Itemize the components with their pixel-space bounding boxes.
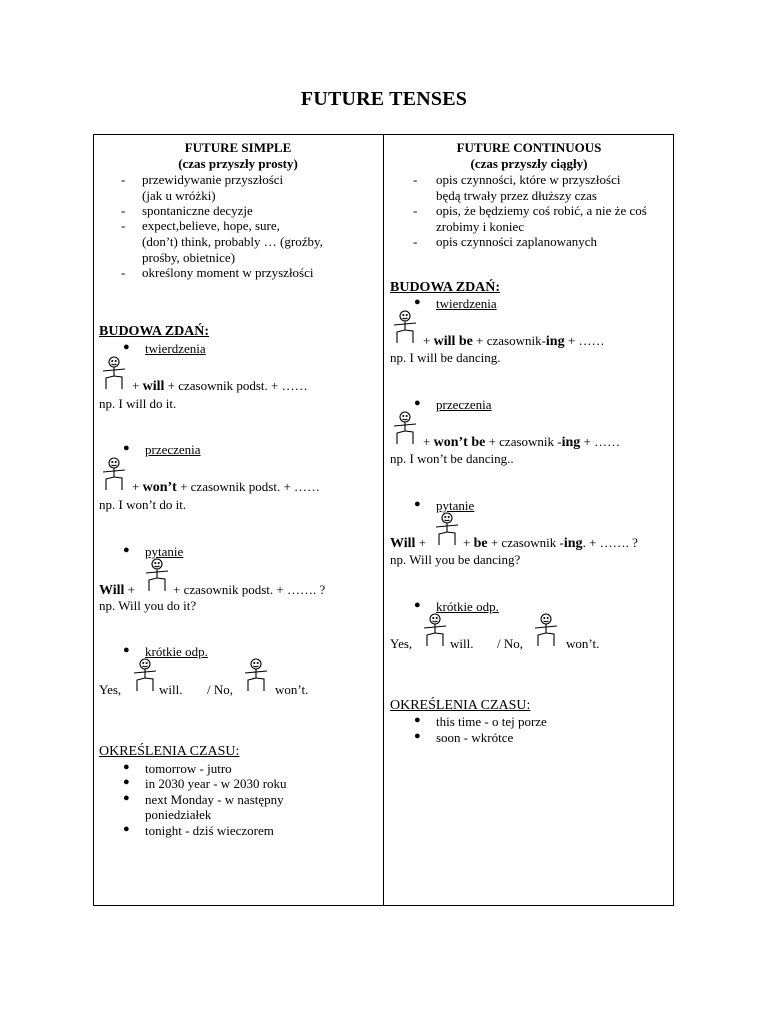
twierdzenia-formula: + will + czasownik podst. + ……: [132, 378, 308, 394]
pytanie-formula-rest: + be + czasownik -ing. + ……. ?: [463, 535, 638, 551]
budowa-heading: BUDOWA ZDAŃ:: [99, 324, 210, 339]
stick-figure-icon: [242, 658, 270, 692]
stick-figure-icon: [421, 613, 449, 647]
stick-figure-icon: [131, 658, 159, 692]
pytanie-example: np. Will you be dancing?: [390, 552, 521, 567]
short-answer-will: will.: [159, 682, 183, 697]
short-answer-will: will.: [450, 636, 474, 651]
przeczenia-formula: + won’t be + czasownik -ing + ……: [423, 434, 621, 450]
page-title: FUTURE TENSES: [300, 88, 468, 110]
przeczenia-example: np. I won’t do it.: [99, 497, 187, 512]
stick-figure-icon: [391, 310, 419, 344]
stick-figure-icon: [433, 512, 461, 546]
stick-figure-icon: [100, 457, 128, 491]
pytanie-example: np. Will you do it?: [99, 598, 197, 613]
twierdzenia-example: np. I will be dancing.: [390, 350, 501, 365]
twierdzenia-formula: + will be + czasownik-ing + ……: [423, 333, 605, 349]
short-answer-no: / No,: [207, 682, 233, 697]
pytanie-formula-rest: + czasownik podst. + ……. ?: [173, 582, 326, 597]
pytanie-formula: Will +: [99, 582, 136, 598]
stick-figure-icon: [532, 613, 560, 647]
short-answer-yes: Yes,: [99, 682, 122, 697]
stick-figure-icon: [391, 411, 419, 445]
short-answer-yes: Yes,: [390, 636, 413, 651]
przeczenia-formula: + won’t + czasownik podst. + ……: [132, 479, 321, 495]
przeczenia-example: np. I won’t be dancing..: [390, 451, 514, 466]
okreslenia-heading: OKREŚLENIA CZASU:: [99, 744, 240, 759]
stick-figure-icon: [100, 356, 128, 390]
future-simple-title: FUTURE SIMPLE: [184, 140, 292, 155]
future-continuous-subtitle: (czas przyszły ciągły): [470, 156, 588, 171]
short-answer-wont: won’t.: [275, 682, 309, 697]
stick-figure-icon: [143, 558, 171, 592]
short-answer-wont: won’t.: [566, 636, 600, 651]
okreslenia-heading: OKREŚLENIA CZASU:: [390, 698, 531, 713]
budowa-heading: BUDOWA ZDAŃ:: [390, 280, 501, 295]
pytanie-formula: Will +: [390, 535, 427, 551]
future-continuous-title: FUTURE CONTINUOUS: [456, 140, 602, 155]
column-divider: [383, 134, 384, 906]
short-answer-no: / No,: [497, 636, 523, 651]
future-simple-subtitle: (czas przyszły prosty): [178, 156, 298, 171]
twierdzenia-example: np. I will do it.: [99, 396, 177, 411]
